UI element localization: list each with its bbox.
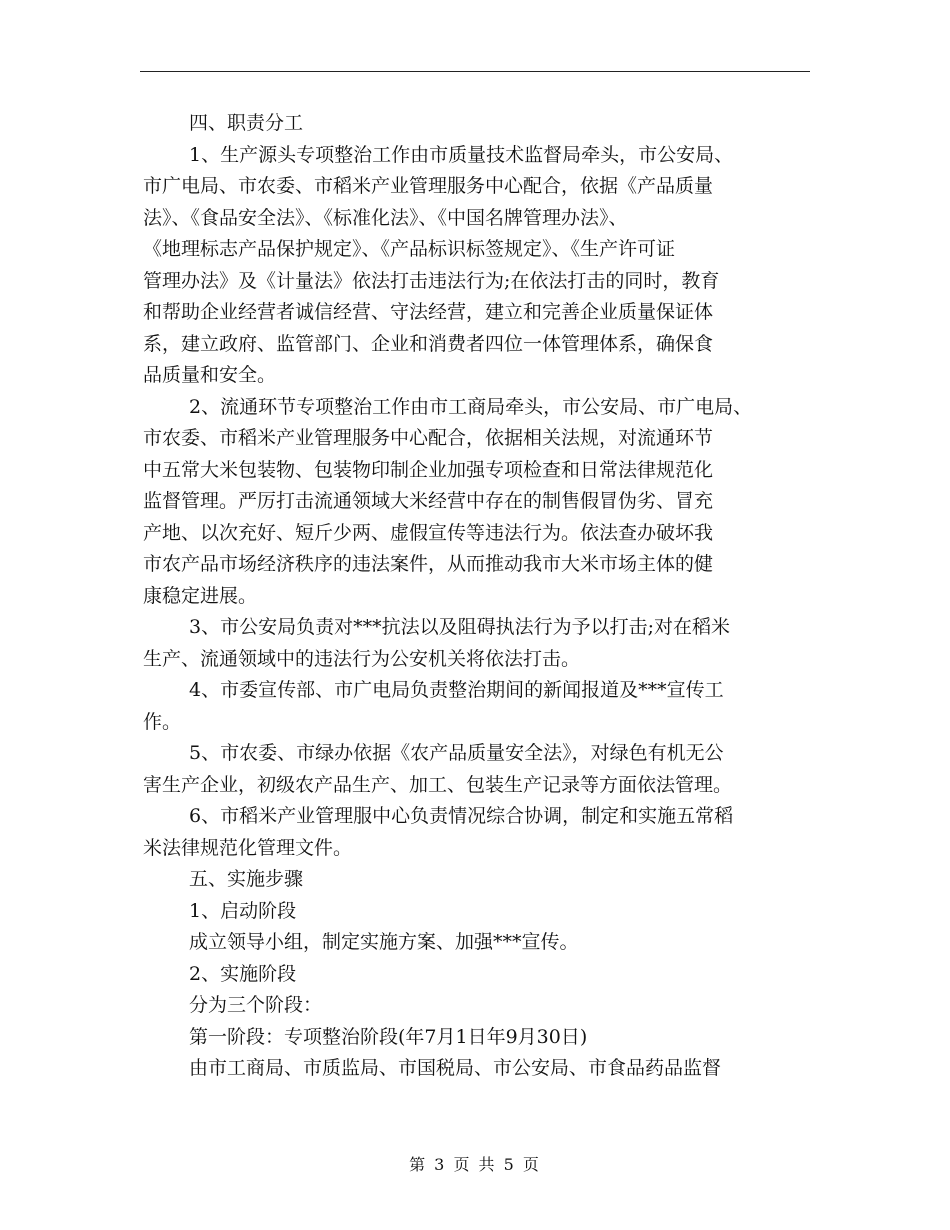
- text-line: 1、生产源头专项整治工作由市质量技术监督局牵头，市公安局、: [189, 143, 734, 166]
- header-rule: [140, 71, 810, 72]
- text-line: 市广电局、市农委、市稻米产业管理服务中心配合，依据《产品质量: [143, 175, 714, 197]
- text-line: 五、实施步骤: [189, 868, 304, 890]
- text-line: 2、实施阶段: [189, 962, 297, 985]
- text-line: 第一阶段：专项整治阶段(年7月1日年9月30日): [189, 1025, 588, 1048]
- text-line: 监督管理。严厉打击流通领域大米经营中存在的制售假冒伪劣、冒充: [143, 490, 714, 512]
- text-line: 害生产企业，初级农产品生产、加工、包装生产记录等方面依法管理。: [143, 773, 733, 796]
- text-line: 6、市稻米产业管理服中心负责情况综合协调，制定和实施五常稻: [189, 805, 734, 827]
- text-line: 生产、流通领域中的违法行为公安机关将依法打击。: [143, 647, 581, 670]
- text-line: 5、市农委、市绿办依据《农产品质量安全法》，对绿色有机无公: [189, 742, 724, 764]
- text-line: 四、职责分工: [189, 112, 304, 134]
- text-line: 4、市委宣传部、市广电局负责整治期间的新闻报道及***宣传工: [189, 679, 724, 701]
- text-line: 市农委、市稻米产业管理服务中心配合，依据相关法规，对流通环节: [143, 427, 714, 449]
- text-line: 市农产品市场经济秩序的违法案件，从而推动我市大米市场主体的健: [143, 553, 714, 575]
- page-number: 第 3 页 共 5 页: [409, 1155, 541, 1174]
- text-line: 《地理标志产品保护规定》、《产品标识标签规定》、《生产许可证: [143, 238, 676, 260]
- text-line: 法》、《食品安全法》、《标准化法》、《中国名牌管理办法》、: [143, 206, 628, 229]
- text-line: 管理办法》及《计量法》依法打击违法行为;在依法打击的同时，教育: [143, 269, 720, 292]
- text-line: 成立领导小组，制定实施方案、加强***宣传。: [189, 931, 579, 953]
- text-line: 米法律规范化管理文件。: [143, 836, 353, 859]
- text-line: 由市工商局、市质监局、市国税局、市公安局、市食品药品监督: [189, 1057, 722, 1079]
- text-line: 分为三个阶段：: [189, 994, 323, 1016]
- text-line: 系，建立政府、监管部门、企业和消费者四位一体管理体系，确保食: [143, 332, 714, 355]
- text-line: 产地、以次充好、短斤少两、虚假宣传等违法行为。依法查办破坏我: [143, 521, 714, 544]
- text-line: 3、市公安局负责对***抗法以及阻碍执法行为予以打击;对在稻米: [189, 616, 730, 638]
- text-line: 2、流通环节专项整治工作由市工商局牵头，市公安局、市广电局、: [189, 395, 753, 418]
- text-line: 作。: [143, 710, 182, 733]
- text-line: 康稳定进展。: [143, 584, 258, 607]
- text-line: 1、启动阶段: [189, 899, 297, 922]
- text-line: 品质量和安全。: [143, 364, 277, 386]
- document-body: [143, 108, 815, 1085]
- text-line: 中五常大米包装物、包装物印制企业加强专项检查和日常法律规范化: [143, 458, 714, 481]
- text-line: 和帮助企业经营者诚信经营、守法经营，建立和完善企业质量保证体: [143, 301, 714, 323]
